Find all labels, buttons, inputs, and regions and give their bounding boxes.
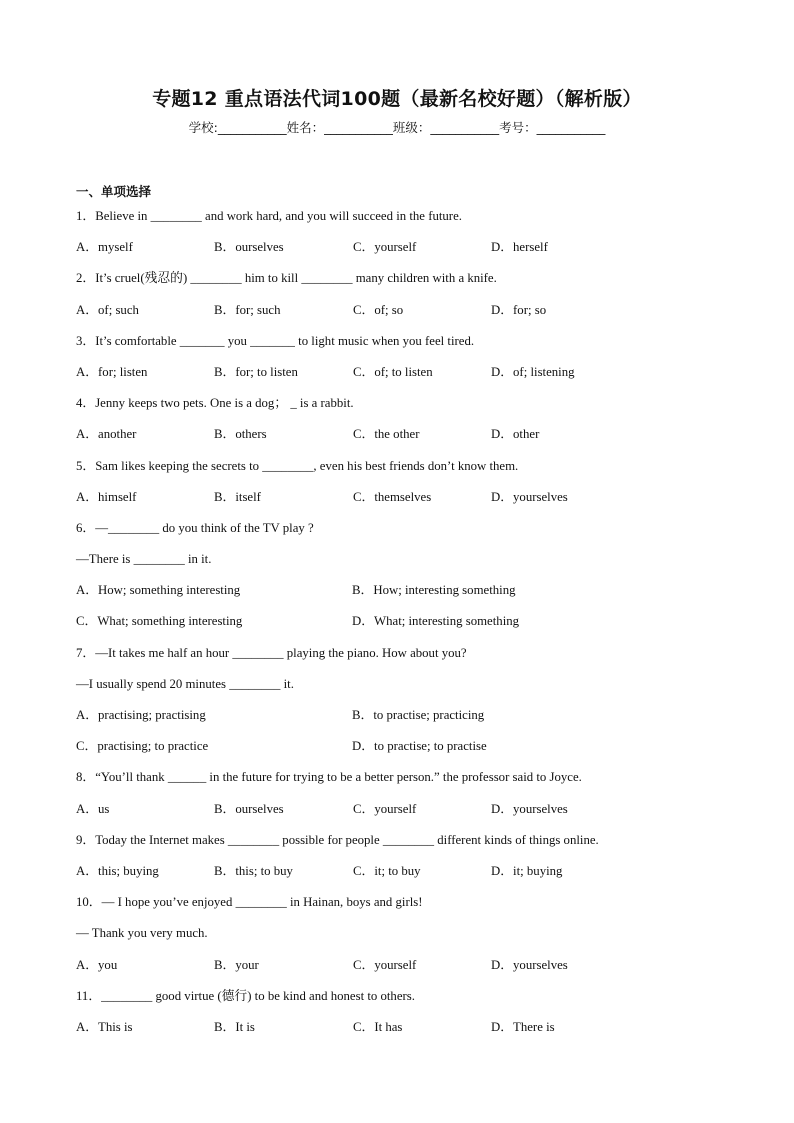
section-title: 一、单项选择 — [76, 184, 152, 199]
answer-option[interactable]: A．How; something interesting — [76, 583, 241, 598]
question-stem: 10．— I hope you’ve enjoyed ________ in Hainan, boys and girls! — [76, 895, 423, 910]
options-row — [76, 421, 756, 452]
answer-option[interactable]: A．us — [76, 801, 110, 816]
answer-option[interactable]: D．herself — [491, 240, 548, 255]
answer-option[interactable]: B．ourselves — [214, 801, 284, 816]
options-row — [76, 796, 756, 827]
options-row — [76, 359, 756, 390]
question-stem: 4．Jenny keeps two pets. One is a dog； _ is a rabbit. — [76, 396, 354, 411]
question-stem: 11．________ good virtue (德行) to be kind and honest to others. — [76, 988, 415, 1003]
answer-option[interactable]: B．itself — [214, 489, 261, 504]
options-row — [76, 702, 756, 733]
question-list — [76, 203, 756, 1045]
answer-option[interactable]: A．himself — [76, 489, 137, 504]
question-stem: 8．“You’ll thank ______ in the future for trying to be a better person.” the professor said to Joyce. — [76, 770, 582, 785]
student-info-line — [0, 118, 794, 136]
answer-option[interactable]: C．yourself — [353, 801, 417, 816]
answer-option[interactable]: C．practising; to practice — [76, 739, 209, 754]
answer-option[interactable]: B．How; interesting something — [352, 583, 516, 598]
answer-option[interactable]: C．themselves — [353, 489, 432, 504]
answer-option[interactable]: A．you — [76, 957, 118, 972]
answer-option[interactable]: C．of; to listen — [353, 364, 433, 379]
options-row — [76, 484, 756, 515]
question-dialogue-line: —I usually spend 20 minutes ________ it. — [76, 676, 294, 691]
question-dialogue-line: —There is ________ in it. — [76, 552, 212, 567]
number-label: 考号： — [499, 120, 537, 135]
answer-option[interactable]: A．this; buying — [76, 863, 159, 878]
answer-option[interactable]: A．This is — [76, 1019, 133, 1034]
answer-option[interactable]: B．for; such — [214, 302, 281, 317]
answer-option[interactable]: B．ourselves — [214, 240, 284, 255]
answer-option[interactable]: C．it; to buy — [353, 863, 421, 878]
answer-option[interactable]: C．of; so — [353, 302, 404, 317]
name-label: 姓名： — [286, 120, 325, 135]
school-blank: ___________ — [217, 120, 287, 135]
answer-option[interactable]: B．It is — [214, 1019, 255, 1034]
question-stem: 5．Sam likes keeping the secrets to ________, even his best friends don’t know them. — [76, 458, 519, 473]
answer-option[interactable]: B．your — [214, 957, 259, 972]
options-row — [76, 608, 756, 639]
answer-option[interactable]: A．practising; practising — [76, 708, 206, 722]
options-row — [76, 858, 756, 889]
answer-option[interactable]: D．for; so — [491, 302, 547, 317]
name-blank: ___________ — [324, 120, 393, 135]
options-row — [76, 577, 756, 608]
answer-option[interactable]: D．to practise; to practise — [352, 739, 487, 754]
answer-option[interactable]: D．it; buying — [491, 863, 563, 878]
answer-option[interactable]: D．There is — [491, 1019, 555, 1034]
question-stem: 2．It’s cruel(残忍的) ________ him to kill ________ many children with a knife. — [76, 271, 497, 286]
question-stem: 9．Today the Internet makes ________ possible for people ________ different kinds of things online. — [76, 832, 599, 847]
answer-option[interactable]: C．the other — [353, 427, 420, 442]
question-dialogue-line: — Thank you very much. — [76, 926, 208, 941]
answer-option[interactable]: D．yourselves — [491, 801, 568, 816]
options-row — [76, 1014, 756, 1045]
answer-option[interactable]: D．other — [491, 427, 540, 442]
answer-option[interactable]: B．this; to buy — [214, 863, 293, 878]
answer-option[interactable]: C．yourself — [353, 240, 417, 255]
question-stem: 7．—It takes me half an hour ________ playing the piano. How about you? — [76, 645, 467, 660]
answer-option[interactable]: B．to practise; practicing — [352, 708, 485, 722]
question-stem: 3．It’s comfortable _______ you _______ to light music when you feel tired. — [76, 333, 475, 348]
answer-option[interactable]: D．What; interesting something — [352, 614, 520, 629]
question-stem: 1．Believe in ________ and work hard, and you will succeed in the future. — [76, 209, 462, 223]
answer-option[interactable]: A．myself — [76, 240, 133, 255]
number-blank: ___________ — [536, 120, 606, 135]
answer-option[interactable]: A．another — [76, 427, 137, 442]
answer-option[interactable]: D．yourselves — [491, 957, 568, 972]
question-stem: 6．—________ do you think of the TV play ? — [76, 520, 314, 535]
answer-option[interactable]: A．for; listen — [76, 364, 148, 379]
options-row — [76, 733, 756, 764]
answer-option[interactable]: C．What; something interesting — [76, 614, 243, 629]
answer-option[interactable]: B．others — [214, 427, 267, 442]
answer-option[interactable]: C．It has — [353, 1019, 403, 1034]
page-title: 专题12 重点语法代词100题（最新名校好题）（解析版） — [152, 88, 642, 110]
answer-option[interactable]: D．yourselves — [491, 489, 568, 504]
answer-option[interactable]: D．of; listening — [491, 364, 575, 379]
class-label: 班级： — [392, 120, 431, 135]
answer-option[interactable]: B．for; to listen — [214, 364, 298, 379]
class-blank: ___________ — [430, 120, 500, 135]
options-row — [76, 952, 756, 983]
options-row — [76, 297, 756, 328]
answer-option[interactable]: C．yourself — [353, 957, 417, 972]
school-label: 学校: — [188, 120, 218, 135]
options-row — [76, 234, 756, 265]
answer-option[interactable]: A．of; such — [76, 302, 139, 317]
